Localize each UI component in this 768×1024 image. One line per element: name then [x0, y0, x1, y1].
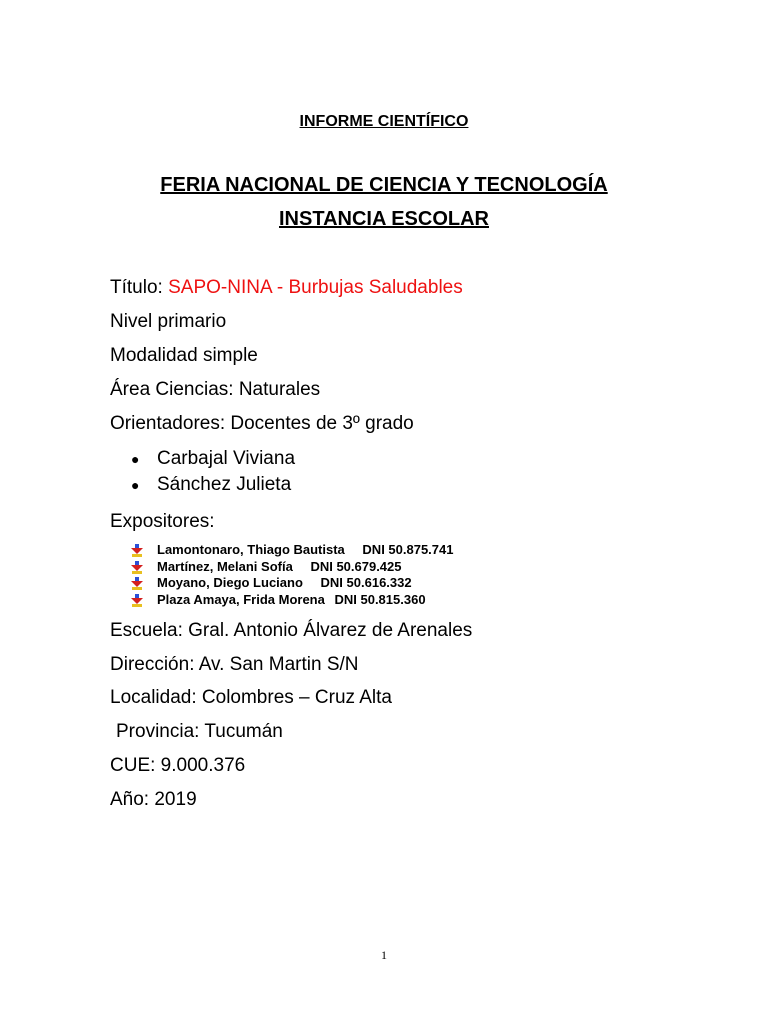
fair-title: FERIA NACIONAL DE CIENCIA Y TECNOLOGÍA	[160, 174, 608, 196]
cue-line: CUE: 9.000.376	[110, 755, 246, 776]
locality-line: Localidad: Colombres – Cruz Alta	[110, 687, 392, 708]
exhibitor-name: Plaza Amaya, Frida Morena	[157, 592, 325, 607]
exhibitor-dni: DNI 50.616.332	[320, 575, 412, 590]
advisor-item: Carbajal Viviana	[157, 448, 296, 469]
arrow-down-icon	[131, 577, 143, 590]
arrow-down-icon	[131, 594, 143, 607]
page-number: 1	[381, 948, 387, 962]
exhibitor-dni: DNI 50.815.360	[334, 592, 426, 607]
advisors-line: Orientadores: Docentes de 3º grado	[110, 413, 414, 434]
province-line: Provincia: Tucumán	[116, 721, 283, 742]
exhibitor-name: Martínez, Melani Sofía	[157, 559, 293, 574]
report-label: INFORME CIENTÍFICO	[299, 113, 469, 130]
year-line: Año: 2019	[110, 789, 197, 810]
school-line: Escuela: Gral. Antonio Álvarez de Arenales	[110, 620, 473, 641]
arrow-down-icon	[131, 544, 143, 557]
bullet-icon: ●	[131, 451, 140, 467]
exhibitor-dni: DNI 50.679.425	[310, 559, 402, 574]
arrow-down-icon	[131, 561, 143, 574]
exhibitor-name: Moyano, Diego Luciano	[157, 575, 303, 590]
title-value: SAPO-NINA - Burbujas Saludables	[168, 277, 463, 298]
exhibitor-name: Lamontonaro, Thiago Bautista	[157, 542, 345, 557]
modality-line: Modalidad simple	[110, 345, 258, 366]
bullet-icon: ●	[131, 477, 140, 493]
exhibitor-dni: DNI 50.875.741	[362, 542, 454, 557]
title-label: Título:	[110, 277, 163, 298]
advisor-item: Sánchez Julieta	[157, 474, 292, 495]
area-line: Área Ciencias: Naturales	[110, 379, 321, 400]
exhibitors-label: Expositores:	[110, 511, 215, 532]
title-line	[110, 277, 463, 299]
level-line: Nivel primario	[110, 311, 227, 332]
instance-title: INSTANCIA ESCOLAR	[279, 208, 489, 230]
address-line: Dirección: Av. San Martin S/N	[110, 654, 359, 675]
